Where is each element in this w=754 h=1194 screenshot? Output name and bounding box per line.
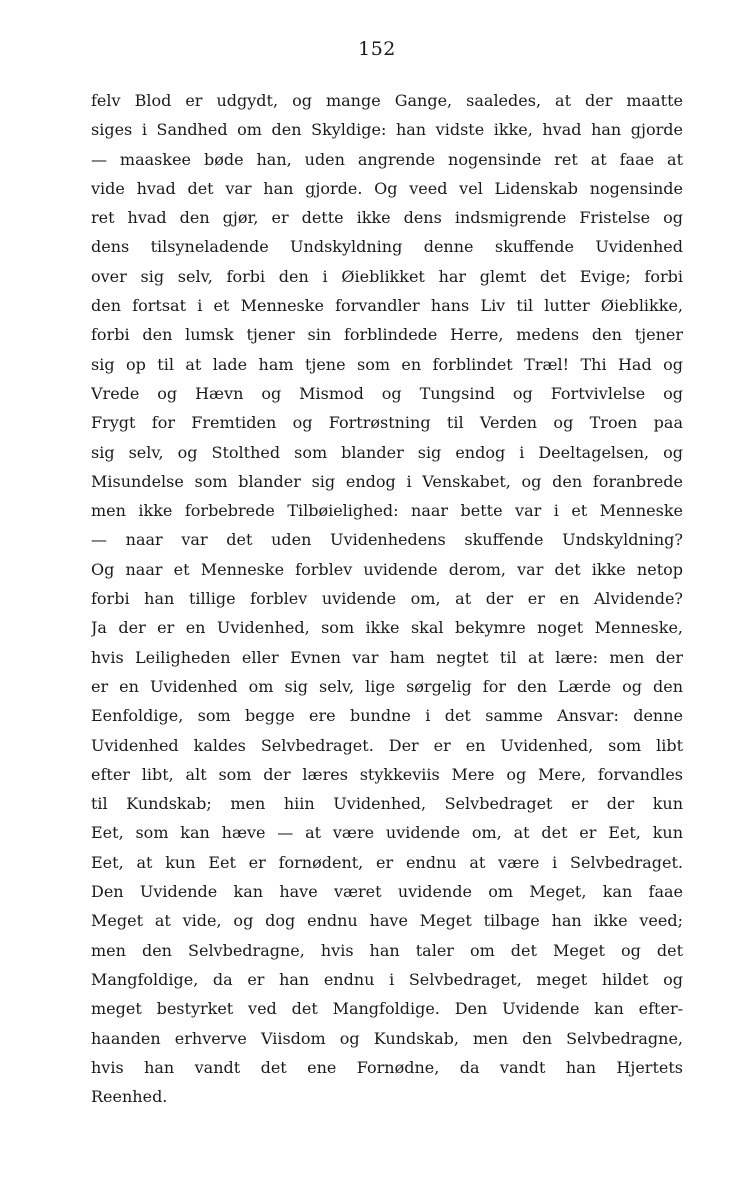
body-text: [91, 86, 683, 1111]
text-line: Den Uvidende kan have været uvidende om Meget, kan faae: [91, 882, 683, 902]
text-line: Uvidenhed kaldes Selvbedraget. Der er en Uvidenhed, som libt: [91, 735, 683, 755]
text-line: sig op til at lade ham tjene som en forblindet Træl! Thi Had og: [91, 354, 683, 374]
text-line: haanden erhverve Viisdom og Kundskab, men den Selvbedragne,: [91, 1028, 683, 1048]
text-line: siges i Sandhed om den Skyldige: han vidste ikke, hvad han gjorde: [91, 120, 683, 140]
text-line: forbi den lumsk tjener sin forblindede Herre, medens den tjener: [91, 325, 683, 345]
text-line: meget bestyrket ved det Mangfoldige. Den Uvidende kan efter-: [91, 999, 683, 1019]
text-line: dens tilsyneladende Undskyldning denne skuffende Uvidenhed: [91, 237, 683, 257]
text-line: efter libt, alt som der læres stykkeviis Mere og Mere, forvandles: [91, 764, 683, 784]
text-line: hvis Leiligheden eller Evnen var ham negtet til at lære: men der: [91, 647, 683, 667]
text-line: felv Blod er udgydt, og mange Gange, saaledes, at der maatte: [91, 91, 683, 110]
text-line: ret hvad den gjør, er dette ikke dens indsmigrende Fristelse og: [91, 208, 683, 228]
text-line: Vrede og Hævn og Mismod og Tungsind og Fortvivlelse og: [91, 383, 683, 403]
text-line: Misundelse som blander sig endog i Venskabet, og den foranbrede: [91, 471, 683, 491]
text-line: sig selv, og Stolthed som blander sig endog i Deeltagelsen, og: [91, 442, 683, 462]
text-line: den fortsat i et Menneske forvandler hans Liv til lutter Øieblikke,: [91, 296, 683, 316]
text-line: — maaskee bøde han, uden angrende nogensinde ret at faae at: [91, 149, 683, 169]
text-line: Frygt for Fremtiden og Fortrøstning til Verden og Troen paa: [91, 413, 683, 433]
text-line: til Kundskab; men hiin Uvidenhed, Selvbedraget er der kun: [91, 794, 683, 814]
text-line: — naar var det uden Uvidenhedens skuffende Undskyldning?: [91, 530, 683, 550]
text-line: forbi han tillige forblev uvidende om, at der er en Alvidende?: [91, 589, 683, 609]
text-line: Eet, som kan hæve — at være uvidende om, at det er Eet, kun: [91, 823, 683, 843]
page-number: 152: [358, 38, 396, 60]
text-line: Og naar et Menneske forblev uvidende derom, var det ikke netop: [91, 559, 683, 579]
text-line: over sig selv, forbi den i Øieblikket har glemt det Evige; forbi: [91, 266, 683, 286]
text-line: men ikke forbebrede Tilbøielighed: naar bette var i et Menneske: [91, 501, 683, 521]
text-line: Mangfoldige, da er han endnu i Selvbedraget, meget hildet og: [91, 969, 683, 989]
text-line: Eenfoldige, som begge ere bundne i det samme Ansvar: denne: [91, 706, 683, 726]
text-line: hvis han vandt det ene Fornødne, da vandt han Hjertets: [91, 1057, 683, 1077]
text-line: men den Selvbedragne, hvis han taler om det Meget og det: [91, 940, 683, 960]
text-line: Meget at vide, og dog endnu have Meget tilbage han ikke veed;: [91, 911, 683, 931]
text-line: vide hvad det var han gjorde. Og veed vel Lidenskab nogensinde: [91, 178, 683, 198]
text-line: Ja der er en Uvidenhed, som ikke skal bekymre noget Menneske,: [91, 618, 683, 638]
text-line: Eet, at kun Eet er fornødent, er endnu at være i Selvbedraget.: [91, 852, 683, 872]
text-line: Reenhed.: [91, 1087, 168, 1107]
text-line: er en Uvidenhed om sig selv, lige sørgelig for den Lærde og den: [91, 676, 683, 696]
